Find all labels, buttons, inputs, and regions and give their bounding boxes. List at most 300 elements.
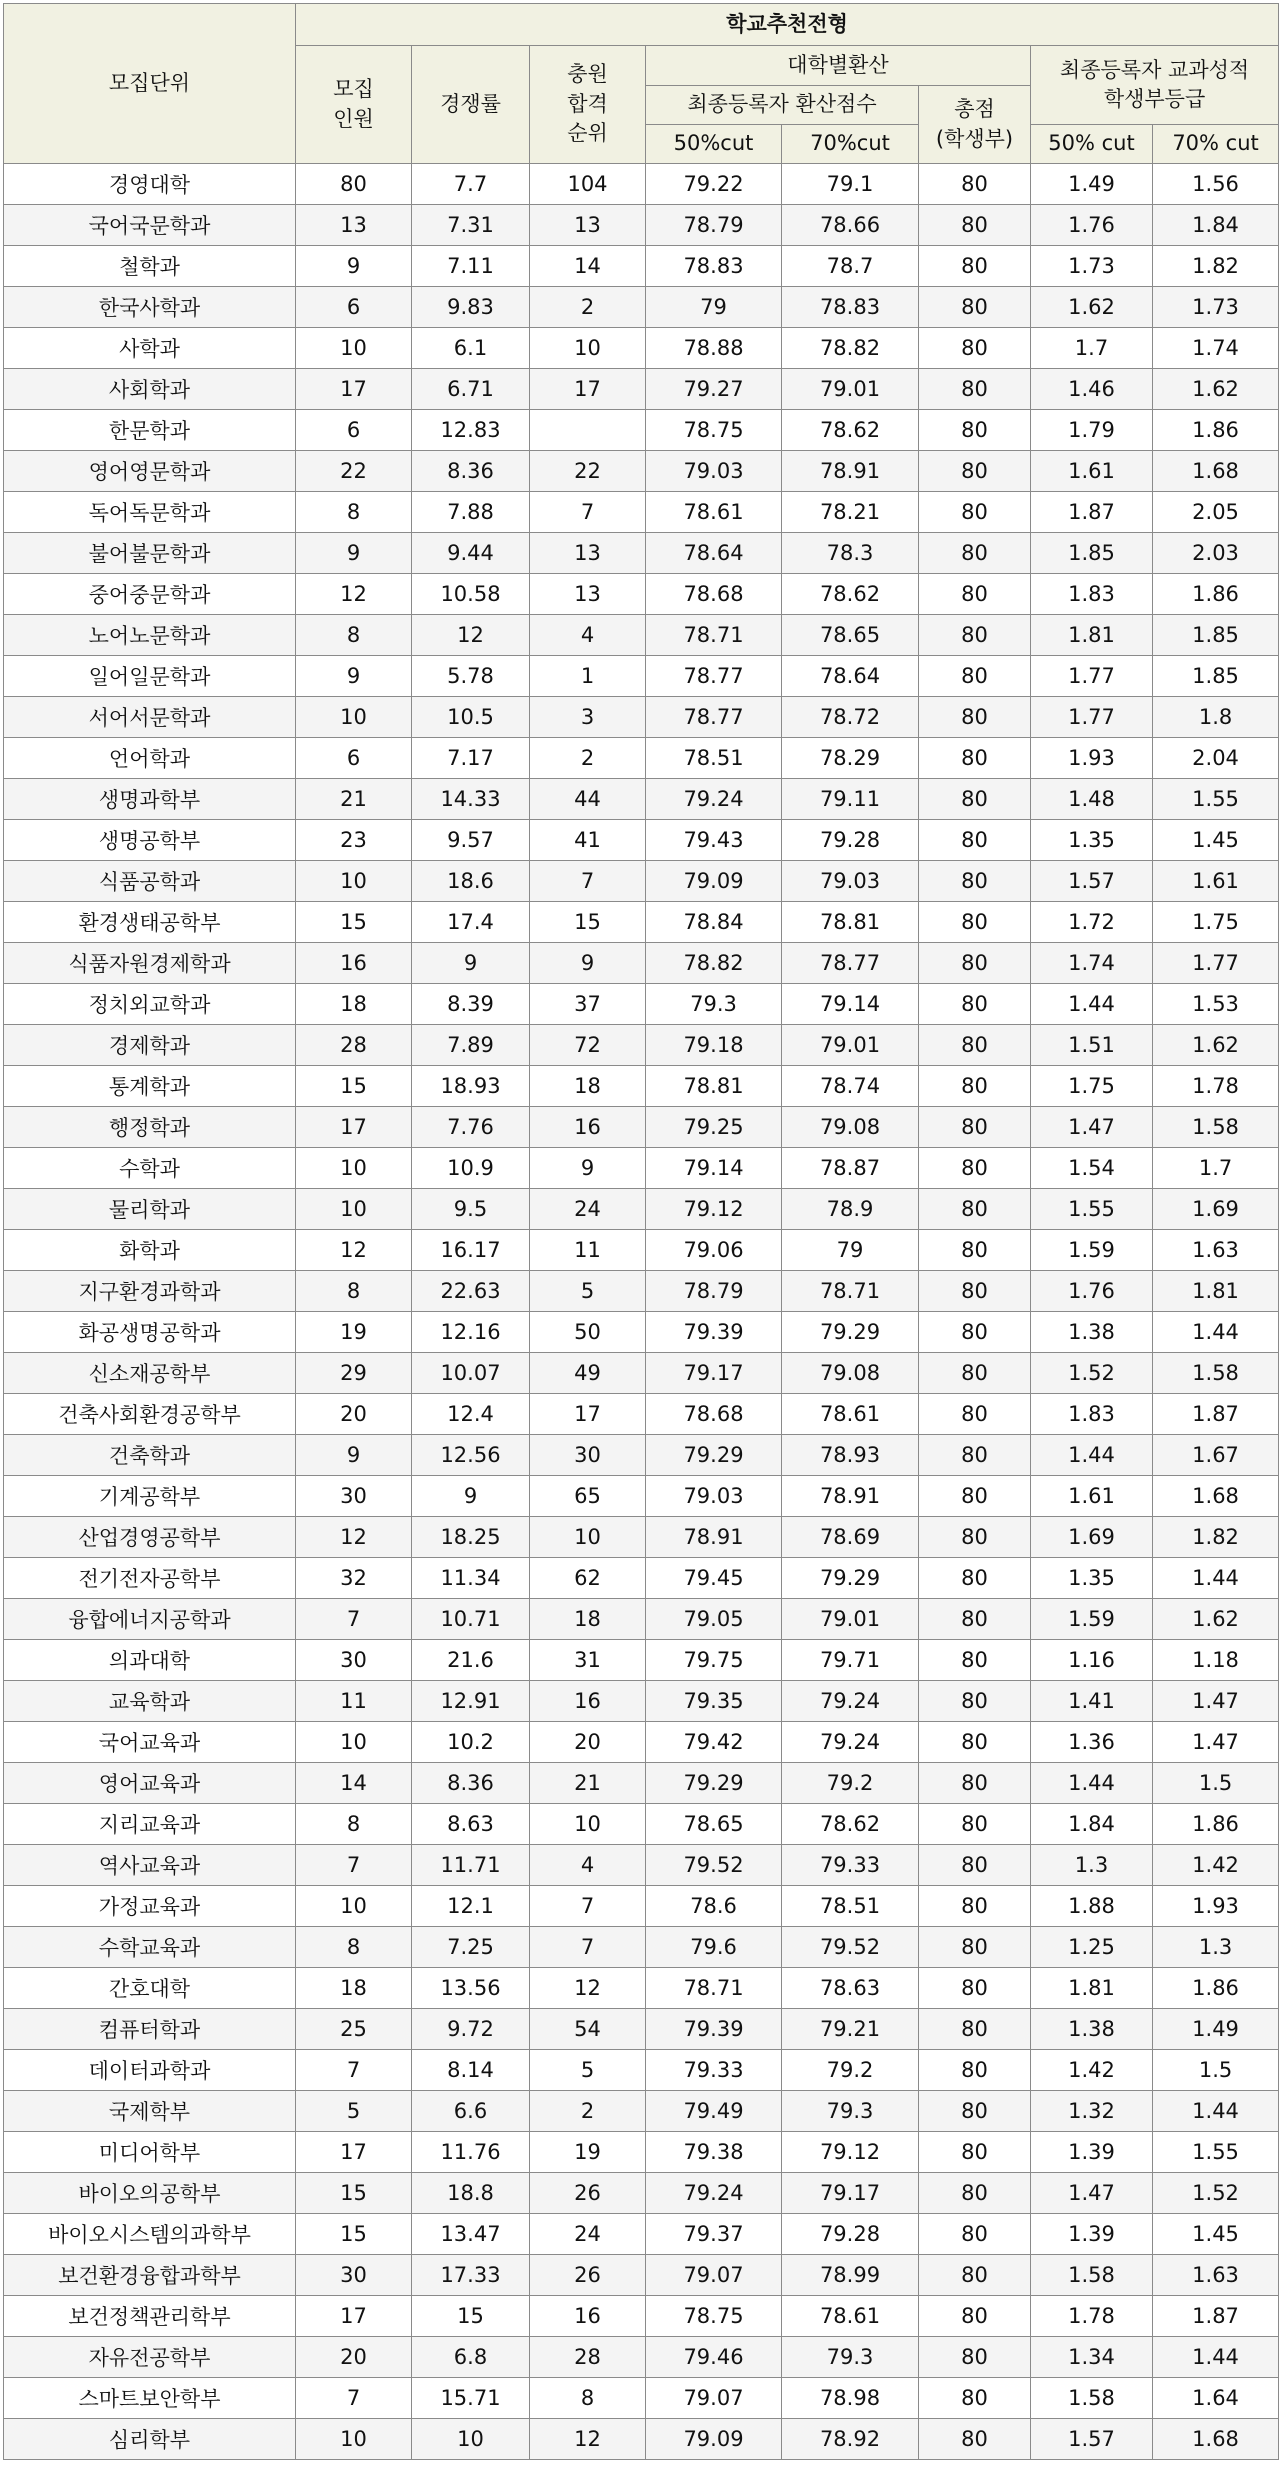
cell-conv-score-70: 78.81	[782, 902, 919, 943]
cell-unit-name: 가정교육과	[4, 1886, 296, 1927]
cell-quota: 7	[296, 1845, 412, 1886]
cell-grade-50: 1.39	[1031, 2132, 1153, 2173]
cell-conv-score-50: 78.77	[646, 656, 782, 697]
cell-conv-score-50: 79.39	[646, 2009, 782, 2050]
cell-waitlist-rank: 12	[530, 2419, 646, 2460]
cell-conv-score-70: 79.2	[782, 2050, 919, 2091]
table-row	[4, 1476, 1279, 1517]
cell-grade-50: 1.54	[1031, 1148, 1153, 1189]
cell-waitlist-rank: 41	[530, 820, 646, 861]
cell-conv-score-50: 79.37	[646, 2214, 782, 2255]
cell-waitlist-rank: 72	[530, 1025, 646, 1066]
cell-grade-50: 1.47	[1031, 2173, 1153, 2214]
cell-grade-70: 1.64	[1153, 2378, 1279, 2419]
cell-waitlist-rank: 5	[530, 1271, 646, 1312]
cell-conv-score-50: 79.46	[646, 2337, 782, 2378]
cell-conv-score-70: 78.62	[782, 574, 919, 615]
cell-quota: 8	[296, 1271, 412, 1312]
cell-grade-70: 1.81	[1153, 1271, 1279, 1312]
cell-total-score: 80	[919, 328, 1031, 369]
cell-unit-name: 역사교육과	[4, 1845, 296, 1886]
table-row	[4, 2091, 1279, 2132]
cell-grade-50: 1.77	[1031, 697, 1153, 738]
table-row	[4, 1394, 1279, 1435]
cell-quota: 30	[296, 2255, 412, 2296]
cell-quota: 7	[296, 1599, 412, 1640]
cell-total-score: 80	[919, 779, 1031, 820]
cell-competition-rate: 17.33	[412, 2255, 530, 2296]
table-row	[4, 738, 1279, 779]
header-waitlist-line1: 충원	[567, 62, 608, 87]
cell-competition-rate: 21.6	[412, 1640, 530, 1681]
cell-grade-70: 1.44	[1153, 2337, 1279, 2378]
cell-waitlist-rank: 13	[530, 574, 646, 615]
table-row	[4, 984, 1279, 1025]
cell-quota: 18	[296, 984, 412, 1025]
cell-grade-50: 1.72	[1031, 902, 1153, 943]
cell-grade-50: 1.81	[1031, 1968, 1153, 2009]
cell-competition-rate: 16.17	[412, 1230, 530, 1271]
cell-quota: 12	[296, 1517, 412, 1558]
cell-grade-50: 1.62	[1031, 287, 1153, 328]
cell-waitlist-rank: 9	[530, 943, 646, 984]
cell-conv-score-50: 78.79	[646, 1271, 782, 1312]
cell-quota: 23	[296, 820, 412, 861]
cell-grade-70: 1.8	[1153, 697, 1279, 738]
cell-total-score: 80	[919, 1312, 1031, 1353]
cell-quota: 10	[296, 1722, 412, 1763]
cell-grade-70: 1.86	[1153, 1804, 1279, 1845]
cell-total-score: 80	[919, 1394, 1031, 1435]
cell-conv-score-50: 79.35	[646, 1681, 782, 1722]
table-row	[4, 2296, 1279, 2337]
table-row	[4, 779, 1279, 820]
cell-quota: 15	[296, 1066, 412, 1107]
cell-grade-50: 1.44	[1031, 1435, 1153, 1476]
cell-competition-rate: 12.16	[412, 1312, 530, 1353]
cell-waitlist-rank: 62	[530, 1558, 646, 1599]
table-row	[4, 1230, 1279, 1271]
cell-conv-score-70: 79.01	[782, 1599, 919, 1640]
cell-competition-rate: 6.8	[412, 2337, 530, 2378]
cell-conv-score-70: 78.93	[782, 1435, 919, 1476]
cell-waitlist-rank: 7	[530, 1927, 646, 1968]
cell-total-score: 80	[919, 1722, 1031, 1763]
table-row	[4, 820, 1279, 861]
table-row	[4, 1681, 1279, 1722]
cell-competition-rate: 9.57	[412, 820, 530, 861]
cell-competition-rate: 9.83	[412, 287, 530, 328]
table-row	[4, 1271, 1279, 1312]
cell-conv-score-70: 78.69	[782, 1517, 919, 1558]
header-competition: 경쟁률	[412, 46, 530, 164]
table-body	[4, 164, 1279, 2460]
cell-competition-rate: 7.7	[412, 164, 530, 205]
cell-unit-name: 보건정책관리학부	[4, 2296, 296, 2337]
cell-unit-name: 중어중문학과	[4, 574, 296, 615]
table-row	[4, 369, 1279, 410]
cell-unit-name: 일어일문학과	[4, 656, 296, 697]
cell-waitlist-rank: 28	[530, 2337, 646, 2378]
cell-unit-name: 미디어학부	[4, 2132, 296, 2173]
cell-conv-score-50: 78.91	[646, 1517, 782, 1558]
cell-grade-50: 1.48	[1031, 779, 1153, 820]
cell-conv-score-50: 78.6	[646, 1886, 782, 1927]
cell-quota: 16	[296, 943, 412, 984]
table-row	[4, 1804, 1279, 1845]
cell-conv-score-50: 79.25	[646, 1107, 782, 1148]
cell-competition-rate: 14.33	[412, 779, 530, 820]
cell-total-score: 80	[919, 492, 1031, 533]
cell-waitlist-rank: 10	[530, 328, 646, 369]
cell-conv-score-70: 78.61	[782, 1394, 919, 1435]
cell-conv-score-70: 79.24	[782, 1681, 919, 1722]
cell-conv-score-50: 79.09	[646, 2419, 782, 2460]
cell-unit-name: 화공생명공학과	[4, 1312, 296, 1353]
cell-unit-name: 정치외교학과	[4, 984, 296, 1025]
cell-waitlist-rank: 49	[530, 1353, 646, 1394]
cell-waitlist-rank: 26	[530, 2255, 646, 2296]
cell-grade-50: 1.77	[1031, 656, 1153, 697]
cell-unit-name: 국어교육과	[4, 1722, 296, 1763]
cell-conv-score-70: 79.17	[782, 2173, 919, 2214]
cell-total-score: 80	[919, 943, 1031, 984]
cell-total-score: 80	[919, 1640, 1031, 1681]
cell-quota: 20	[296, 2337, 412, 2378]
cell-competition-rate: 15.71	[412, 2378, 530, 2419]
cell-grade-50: 1.87	[1031, 492, 1153, 533]
cell-total-score: 80	[919, 615, 1031, 656]
cell-unit-name: 경영대학	[4, 164, 296, 205]
cell-conv-score-70: 78.83	[782, 287, 919, 328]
header-conv-score: 최종등록자 환산점수	[646, 86, 919, 125]
cell-competition-rate: 7.88	[412, 492, 530, 533]
table-row	[4, 1517, 1279, 1558]
cell-unit-name: 융합에너지공학과	[4, 1599, 296, 1640]
cell-grade-70: 2.04	[1153, 738, 1279, 779]
cell-waitlist-rank: 104	[530, 164, 646, 205]
cell-waitlist-rank: 7	[530, 492, 646, 533]
cell-grade-50: 1.51	[1031, 1025, 1153, 1066]
cell-grade-70: 1.85	[1153, 615, 1279, 656]
cell-competition-rate: 9.72	[412, 2009, 530, 2050]
cell-conv-score-70: 79.3	[782, 2337, 919, 2378]
cell-conv-score-70: 78.98	[782, 2378, 919, 2419]
cell-waitlist-rank: 15	[530, 902, 646, 943]
cell-conv-score-70: 79	[782, 1230, 919, 1271]
cell-unit-name: 서어서문학과	[4, 697, 296, 738]
cell-grade-70: 1.55	[1153, 779, 1279, 820]
cell-quota: 7	[296, 2378, 412, 2419]
cell-conv-score-50: 78.61	[646, 492, 782, 533]
cell-grade-50: 1.39	[1031, 2214, 1153, 2255]
cell-competition-rate: 11.34	[412, 1558, 530, 1599]
cell-unit-name: 경제학과	[4, 1025, 296, 1066]
table-row	[4, 164, 1279, 205]
cell-total-score: 80	[919, 1230, 1031, 1271]
cell-conv-score-70: 79.28	[782, 2214, 919, 2255]
cell-grade-70: 1.5	[1153, 1763, 1279, 1804]
cell-total-score: 80	[919, 2214, 1031, 2255]
cell-total-score: 80	[919, 1476, 1031, 1517]
cell-competition-rate: 22.63	[412, 1271, 530, 1312]
cell-total-score: 80	[919, 2296, 1031, 2337]
cell-conv-score-70: 79.1	[782, 164, 919, 205]
cell-grade-50: 1.25	[1031, 1927, 1153, 1968]
cell-quota: 30	[296, 1640, 412, 1681]
cell-conv-score-50: 78.68	[646, 1394, 782, 1435]
cell-competition-rate: 10	[412, 2419, 530, 2460]
cell-quota: 15	[296, 2173, 412, 2214]
cell-total-score: 80	[919, 1886, 1031, 1927]
cell-waitlist-rank: 16	[530, 1681, 646, 1722]
cell-grade-50: 1.34	[1031, 2337, 1153, 2378]
cell-quota: 6	[296, 287, 412, 328]
cell-quota: 12	[296, 1230, 412, 1271]
cell-waitlist-rank: 16	[530, 2296, 646, 2337]
cell-competition-rate: 8.36	[412, 451, 530, 492]
cell-total-score: 80	[919, 1927, 1031, 1968]
cell-conv-score-50: 79.42	[646, 1722, 782, 1763]
cell-total-score: 80	[919, 2050, 1031, 2091]
cell-quota: 8	[296, 615, 412, 656]
table-row	[4, 1435, 1279, 1476]
cell-grade-70: 1.63	[1153, 1230, 1279, 1271]
cell-conv-score-50: 79.07	[646, 2255, 782, 2296]
cell-conv-score-70: 79.01	[782, 1025, 919, 1066]
cell-conv-score-70: 78.9	[782, 1189, 919, 1230]
table-row	[4, 1107, 1279, 1148]
table-header	[4, 4, 1279, 164]
table-row	[4, 2255, 1279, 2296]
table-row	[4, 1968, 1279, 2009]
cell-conv-score-70: 78.91	[782, 451, 919, 492]
cell-total-score: 80	[919, 1845, 1031, 1886]
cell-conv-score-50: 79.39	[646, 1312, 782, 1353]
cell-total-score: 80	[919, 2132, 1031, 2173]
cell-unit-name: 식품공학과	[4, 861, 296, 902]
cell-grade-50: 1.57	[1031, 861, 1153, 902]
cell-competition-rate: 7.17	[412, 738, 530, 779]
cell-total-score: 80	[919, 2091, 1031, 2132]
cell-conv-score-50: 79.75	[646, 1640, 782, 1681]
cell-conv-score-70: 79.52	[782, 1927, 919, 1968]
cell-total-score: 80	[919, 697, 1031, 738]
cell-competition-rate: 12.4	[412, 1394, 530, 1435]
table-row	[4, 902, 1279, 943]
cell-conv-score-70: 79.33	[782, 1845, 919, 1886]
cell-competition-rate: 11.76	[412, 2132, 530, 2173]
cell-waitlist-rank: 19	[530, 2132, 646, 2173]
table-row	[4, 328, 1279, 369]
cell-competition-rate: 8.39	[412, 984, 530, 1025]
cell-unit-name: 생명공학부	[4, 820, 296, 861]
cell-conv-score-50: 79.22	[646, 164, 782, 205]
cell-grade-50: 1.73	[1031, 246, 1153, 287]
cell-grade-50: 1.81	[1031, 615, 1153, 656]
cell-grade-50: 1.35	[1031, 820, 1153, 861]
cell-waitlist-rank: 17	[530, 1394, 646, 1435]
cell-grade-70: 1.68	[1153, 1476, 1279, 1517]
cell-conv-score-50: 79.03	[646, 1476, 782, 1517]
table-row	[4, 1025, 1279, 1066]
cell-grade-70: 1.68	[1153, 451, 1279, 492]
cell-quota: 25	[296, 2009, 412, 2050]
cell-waitlist-rank: 13	[530, 205, 646, 246]
cell-conv-score-70: 79.24	[782, 1722, 919, 1763]
cell-competition-rate: 10.58	[412, 574, 530, 615]
cell-competition-rate: 18.6	[412, 861, 530, 902]
cell-total-score: 80	[919, 2173, 1031, 2214]
cell-grade-70: 1.7	[1153, 1148, 1279, 1189]
cell-grade-70: 1.45	[1153, 820, 1279, 861]
cell-grade-70: 1.87	[1153, 2296, 1279, 2337]
cell-unit-name: 수학과	[4, 1148, 296, 1189]
cell-conv-score-50: 78.77	[646, 697, 782, 738]
cell-conv-score-70: 78.72	[782, 697, 919, 738]
cell-conv-score-70: 78.3	[782, 533, 919, 574]
cell-competition-rate: 17.4	[412, 902, 530, 943]
cell-unit-name: 신소재공학부	[4, 1353, 296, 1394]
cell-conv-score-50: 79.07	[646, 2378, 782, 2419]
cell-waitlist-rank: 54	[530, 2009, 646, 2050]
cell-grade-50: 1.74	[1031, 943, 1153, 984]
cell-total-score: 80	[919, 738, 1031, 779]
cell-waitlist-rank: 30	[530, 1435, 646, 1476]
table-row	[4, 1927, 1279, 1968]
table-row	[4, 2173, 1279, 2214]
cell-waitlist-rank: 20	[530, 1722, 646, 1763]
cell-total-score: 80	[919, 820, 1031, 861]
table-container	[3, 3, 1279, 2460]
table-row	[4, 2214, 1279, 2255]
cell-grade-70: 1.86	[1153, 1968, 1279, 2009]
cell-competition-rate: 6.1	[412, 328, 530, 369]
cell-waitlist-rank: 14	[530, 246, 646, 287]
cell-conv-score-70: 78.91	[782, 1476, 919, 1517]
cell-competition-rate: 12.91	[412, 1681, 530, 1722]
cell-conv-score-70: 79.29	[782, 1312, 919, 1353]
cell-conv-score-50: 78.88	[646, 328, 782, 369]
cell-unit-name: 언어학과	[4, 738, 296, 779]
cell-grade-50: 1.57	[1031, 2419, 1153, 2460]
cell-waitlist-rank: 2	[530, 738, 646, 779]
cell-total-score: 80	[919, 1804, 1031, 1845]
cell-grade-50: 1.35	[1031, 1558, 1153, 1599]
cell-grade-50: 1.61	[1031, 1476, 1153, 1517]
cell-unit-name: 영어교육과	[4, 1763, 296, 1804]
cell-competition-rate: 6.71	[412, 369, 530, 410]
cell-unit-name: 컴퓨터학과	[4, 2009, 296, 2050]
cell-grade-50: 1.83	[1031, 574, 1153, 615]
cell-grade-50: 1.52	[1031, 1353, 1153, 1394]
cell-competition-rate: 8.36	[412, 1763, 530, 1804]
header-group-title: 학교추천전형	[296, 4, 1279, 46]
cell-quota: 10	[296, 1886, 412, 1927]
cell-unit-name: 행정학과	[4, 1107, 296, 1148]
cell-conv-score-70: 78.66	[782, 205, 919, 246]
cell-competition-rate: 10.71	[412, 1599, 530, 1640]
cell-total-score: 80	[919, 369, 1031, 410]
cell-conv-score-70: 78.51	[782, 1886, 919, 1927]
cell-unit-name: 노어노문학과	[4, 615, 296, 656]
cell-waitlist-rank: 44	[530, 779, 646, 820]
cell-conv-score-50: 79.49	[646, 2091, 782, 2132]
cell-unit-name: 한국사학과	[4, 287, 296, 328]
cell-grade-70: 1.86	[1153, 410, 1279, 451]
header-quota-line2: 인원	[333, 106, 374, 131]
cell-competition-rate: 10.07	[412, 1353, 530, 1394]
cell-total-score: 80	[919, 984, 1031, 1025]
cell-unit-name: 독어독문학과	[4, 492, 296, 533]
header-grade-cut70: 70% cut	[1153, 125, 1279, 164]
cell-waitlist-rank: 50	[530, 1312, 646, 1353]
cell-grade-70: 1.42	[1153, 1845, 1279, 1886]
cell-grade-70: 1.77	[1153, 943, 1279, 984]
cell-grade-50: 1.85	[1031, 533, 1153, 574]
cell-conv-score-50: 79.38	[646, 2132, 782, 2173]
cell-quota: 17	[296, 369, 412, 410]
table-row	[4, 697, 1279, 738]
table-row	[4, 2337, 1279, 2378]
cell-conv-score-50: 79.52	[646, 1845, 782, 1886]
cell-grade-70: 1.55	[1153, 2132, 1279, 2173]
cell-total-score: 80	[919, 2337, 1031, 2378]
cell-conv-score-50: 78.79	[646, 205, 782, 246]
cell-grade-50: 1.76	[1031, 205, 1153, 246]
cell-conv-score-50: 79.06	[646, 1230, 782, 1271]
cell-total-score: 80	[919, 164, 1031, 205]
header-quota	[296, 46, 412, 164]
cell-grade-50: 1.44	[1031, 984, 1153, 1025]
cell-grade-50: 1.46	[1031, 369, 1153, 410]
cell-competition-rate: 12	[412, 615, 530, 656]
cell-unit-name: 지리교육과	[4, 1804, 296, 1845]
cell-grade-50: 1.38	[1031, 2009, 1153, 2050]
cell-total-score: 80	[919, 1107, 1031, 1148]
cell-conv-score-70: 79.29	[782, 1558, 919, 1599]
header-grade-cut50: 50% cut	[1031, 125, 1153, 164]
cell-grade-70: 1.62	[1153, 369, 1279, 410]
cell-competition-rate: 9	[412, 943, 530, 984]
cell-total-score: 80	[919, 1435, 1031, 1476]
header-waitlist-line2: 합격	[567, 91, 608, 116]
cell-waitlist-rank: 18	[530, 1599, 646, 1640]
cell-grade-70: 1.44	[1153, 1312, 1279, 1353]
cell-total-score: 80	[919, 1025, 1031, 1066]
table-row	[4, 1189, 1279, 1230]
table-row	[4, 246, 1279, 287]
cell-conv-score-70: 78.29	[782, 738, 919, 779]
cell-competition-rate: 7.31	[412, 205, 530, 246]
table-row	[4, 2419, 1279, 2460]
cell-conv-score-50: 79.17	[646, 1353, 782, 1394]
cell-conv-score-70: 79.12	[782, 2132, 919, 2173]
cell-quota: 30	[296, 1476, 412, 1517]
cell-conv-score-70: 78.87	[782, 1148, 919, 1189]
header-grade-line2: 학생부등급	[1103, 87, 1206, 111]
cell-grade-70: 2.05	[1153, 492, 1279, 533]
cell-unit-name: 사학과	[4, 328, 296, 369]
cell-quota: 20	[296, 1394, 412, 1435]
header-conv-cut70: 70%cut	[782, 125, 919, 164]
cell-conv-score-50: 78.81	[646, 1066, 782, 1107]
cell-conv-score-70: 78.62	[782, 1804, 919, 1845]
header-total-line1: 총점	[954, 97, 995, 122]
cell-waitlist-rank: 18	[530, 1066, 646, 1107]
cell-conv-score-70: 78.71	[782, 1271, 919, 1312]
cell-quota: 10	[296, 1189, 412, 1230]
